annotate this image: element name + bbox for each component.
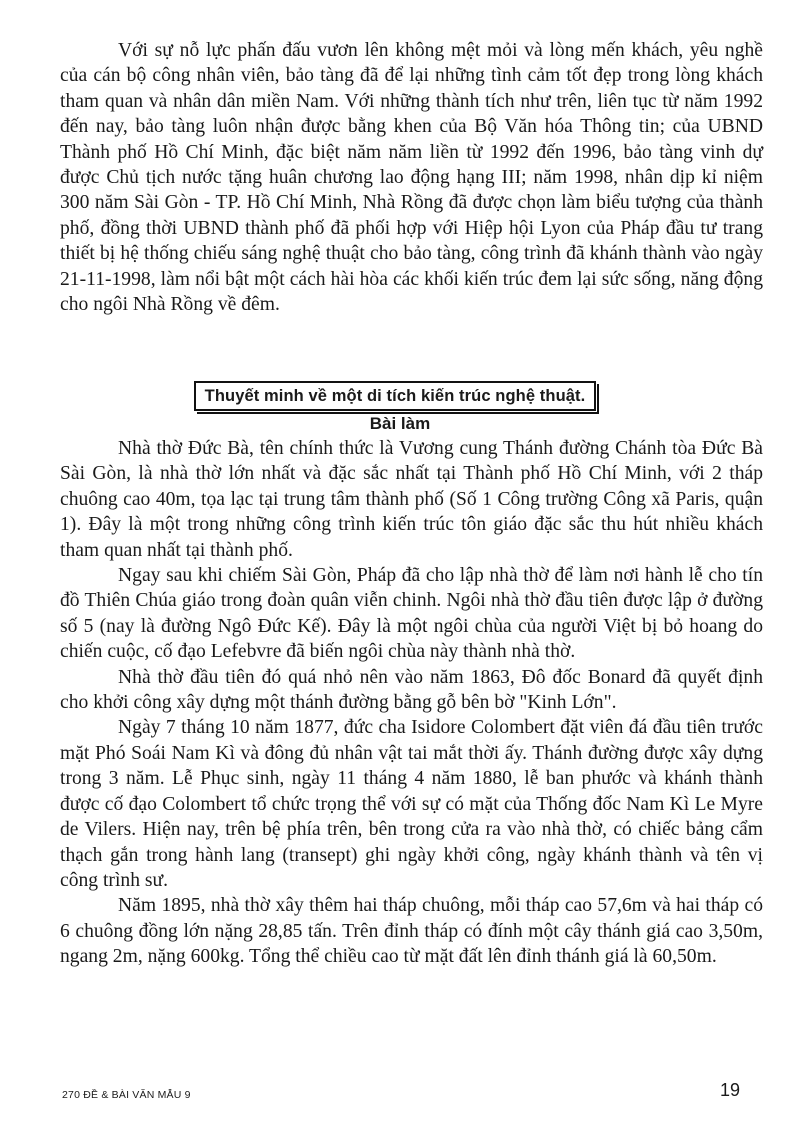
paragraph: Ngay sau khi chiếm Sài Gòn, Pháp đã cho lập nhà thờ để làm nơi hành lễ cho tín đồ Thiên Chúa giáo trong đoàn quân viễn chinh. Ngôi nhà thờ đầu tiên được lập ở đường số 5 (nay là đường Ngô Đức Kế). Đây là một ngôi chùa của người Việt bị bỏ hoang do chiến cuộc, cố đạo Lefebvre đã biến ngôi chùa này thành nhà thờ. <box>60 565 763 663</box>
footer-book-title: 270 ĐỀ & BÀI VĂN MẪU 9 <box>62 1089 191 1101</box>
paragraph: Với sự nỗ lực phấn đấu vươn lên không mệt mỏi và lòng mến khách, yêu nghề của cán bộ công nhân viên, bảo tàng đã để lại những tình cảm tốt đẹp trong lòng khách tham quan và nhân dân miền Nam. Với những thành tích như trên, liên tục từ năm 1992 đến nay, bảo tàng luôn nhận được bằng khen của Bộ Văn hóa Thông tin; của UBND Thành phố Hồ Chí Minh, đặc biệt năm năm liền từ 1992 đến 1996, bảo tàng vinh dự được Chủ tịch nước tặng huân chương lao động hạng III; năm 1998, nhân dịp kỉ niệm 300 năm Sài Gòn - TP. Hồ Chí Minh, Nhà Rồng đã được chọn làm biểu tượng của thành phố, đồng thời UBND thành phố đã phối hợp với Hiệp hội Lyon của Pháp đầu tư trang thiết bị hệ thống chiếu sáng nghệ thuật cho bảo tàng, công trình đã khánh thành vào ngày 21-11-1998, làm nổi bật một cách hài hòa các khối kiến trúc đem lại sức sống, năng động cho ngôi Nhà Rồng về đêm. <box>60 40 763 316</box>
intro-text <box>60 38 763 317</box>
page-number: 19 <box>719 1080 740 1100</box>
subheading: Bài làm <box>369 414 431 433</box>
paragraph: Ngày 7 tháng 10 năm 1877, đức cha Isidore Colombert đặt viên đá đầu tiên trước mặt Phó Soái Nam Kì và đông đủ nhân vật tai mắt thời ấy. Thánh đường được xây dựng trong 3 năm. Lễ Phục sinh, ngày 11 tháng 4 năm 1880, lễ ban phước và khánh thành được cố đạo Colombert tổ chức trọng thể với sự có mặt của Thống đốc Nam Kì Le Myre de Vilers. Hiện nay, trên bệ phía trên, bên trong cửa ra vào nhà thờ, có chiếc bảng cẩm thạch gắn trong hành lang (transept) ghi ngày khởi công, ngày khánh thành và tên vị công trình sư. <box>60 717 763 891</box>
paragraph: Nhà thờ đầu tiên đó quá nhỏ nên vào năm 1863, Đô đốc Bonard đã quyết định cho khởi công xây dựng một thánh đường bằng gỗ bên bờ "Kinh Lớn". <box>60 666 763 714</box>
essay-body <box>60 436 763 970</box>
paragraph: Nhà thờ Đức Bà, tên chính thức là Vương cung Thánh đường Chánh tòa Đức Bà Sài Gòn, là nhà thờ lớn nhất và đặc sắc nhất tại Thành phố Hồ Chí Minh, với 2 tháp chuông cao 40m, tọa lạc tại trung tâm thành phố (Số 1 Công trường Công xã Paris, quận 1). Đây là một trong những công trình kiến trúc tôn giáo đặc sắc thu hút nhiều khách tham quan nhất tại thành phố. <box>60 438 763 561</box>
section-heading: Thuyết minh về một di tích kiến trúc nghệ thuật. <box>194 381 596 411</box>
paragraph: Năm 1895, nhà thờ xây thêm hai tháp chuông, mỗi tháp cao 57,6m và hai tháp có 6 chuông đồng lớn nặng 28,85 tấn. Trên đỉnh tháp có đính một cây thánh giá cao 3,50m, ngang 2m, nặng 600kg. Tổng thể chiều cao từ mặt đất lên đỉnh thánh giá là 60,50m. <box>60 895 763 968</box>
